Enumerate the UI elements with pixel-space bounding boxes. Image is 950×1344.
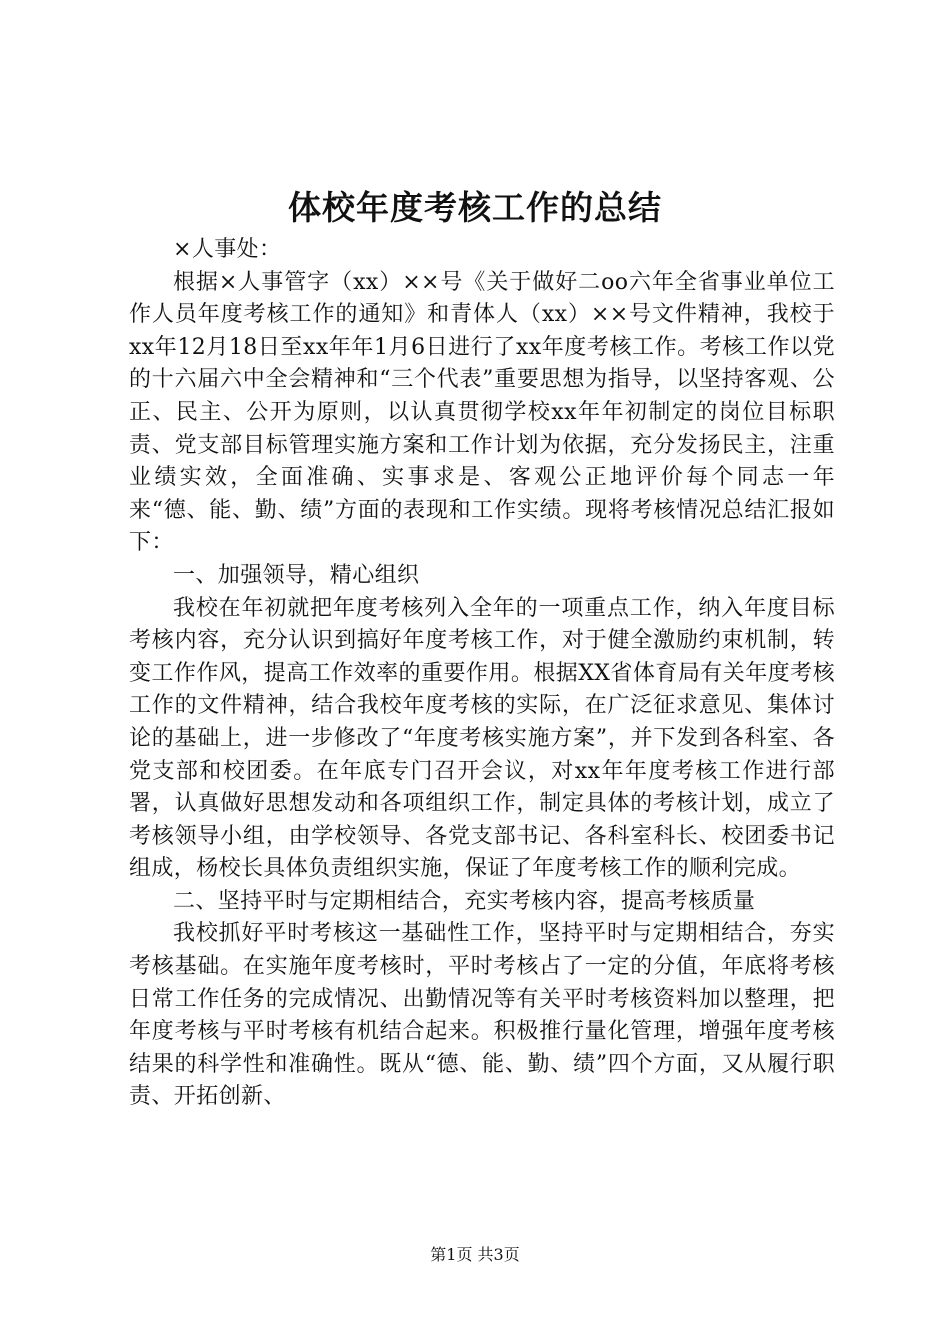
salutation-paragraph: ×人事处： xyxy=(173,237,282,262)
section-1-paragraph: 我校在年初就把年度考核列入全年的一项重点工作，纳入年度目标考核内容，充分认识到搞好年度考核工作，对于健全激励约束机制，转变工作作风，提高工作效率的重要作用。根据XX省体育局有关年度考核工作的文件精神，结合我校年度考核的实际，在广泛征求意见、集体讨论的基础上，进一步修改了“年度考核实施方案”，并下发到各科室、各党支部和校团委。在年底专门召开会议，对xx年年度考核工作进行部署，认真做好思想发动和各项组织工作，制定具体的考核计划，成立了考核领导小组，由学校领导、各党支部书记、各科室科长、校团委书记组成，杨校长具体负责组织实施，保证了年度考核工作的顺利完成。 xyxy=(129,595,835,882)
page-footer: 第1页 共3页 xyxy=(430,1245,520,1264)
section-2-paragraph: 我校抓好平时考核这一基础性工作，坚持平时与定期相结合，夯实考核基础。在实施年度考核时，平时考核占了一定的分值，年底将考核日常工作任务的完成情况、出勤情况等有关平时考核资料加以整理，把年度考核与平时考核有机结合起来。积极推行量化管理，增强年度考核结果的科学性和准确性。既从“德、能、勤、绩”四个方面，又从履行职责、开拓创新、 xyxy=(129,921,835,1110)
section-heading-2: 二、坚持平时与定期相结合，充实考核内容，提高考核质量 xyxy=(173,888,756,914)
section-heading-1: 一、加强领导，精心组织 xyxy=(173,562,420,588)
intro-paragraph: 根据×人事管字（xx）××号《关于做好二oo六年全省事业单位工作人员年度考核工作的通知》和青体人（xx）××号文件精神，我校于xx年12月18日至xx年年1月6日进行了xx年度考核工作。考核工作以党的十六届六中全会精神和“三个代表”重要思想为指导，以坚持客观、公正、民主、公开为原则，以认真贯彻学校xx年年初制定的岗位目标职责、党支部目标管理实施方案和工作计划为依据，充分发扬民主，注重业绩实效，全面准确、实事求是、客观公正地评价每个同志一年来“德、能、勤、绩”方面的表现和工作实绩。现将考核情况总结汇报如下： xyxy=(129,269,835,556)
document-body xyxy=(129,234,835,1114)
document-title: 体校年度考核工作的总结 xyxy=(288,188,662,227)
